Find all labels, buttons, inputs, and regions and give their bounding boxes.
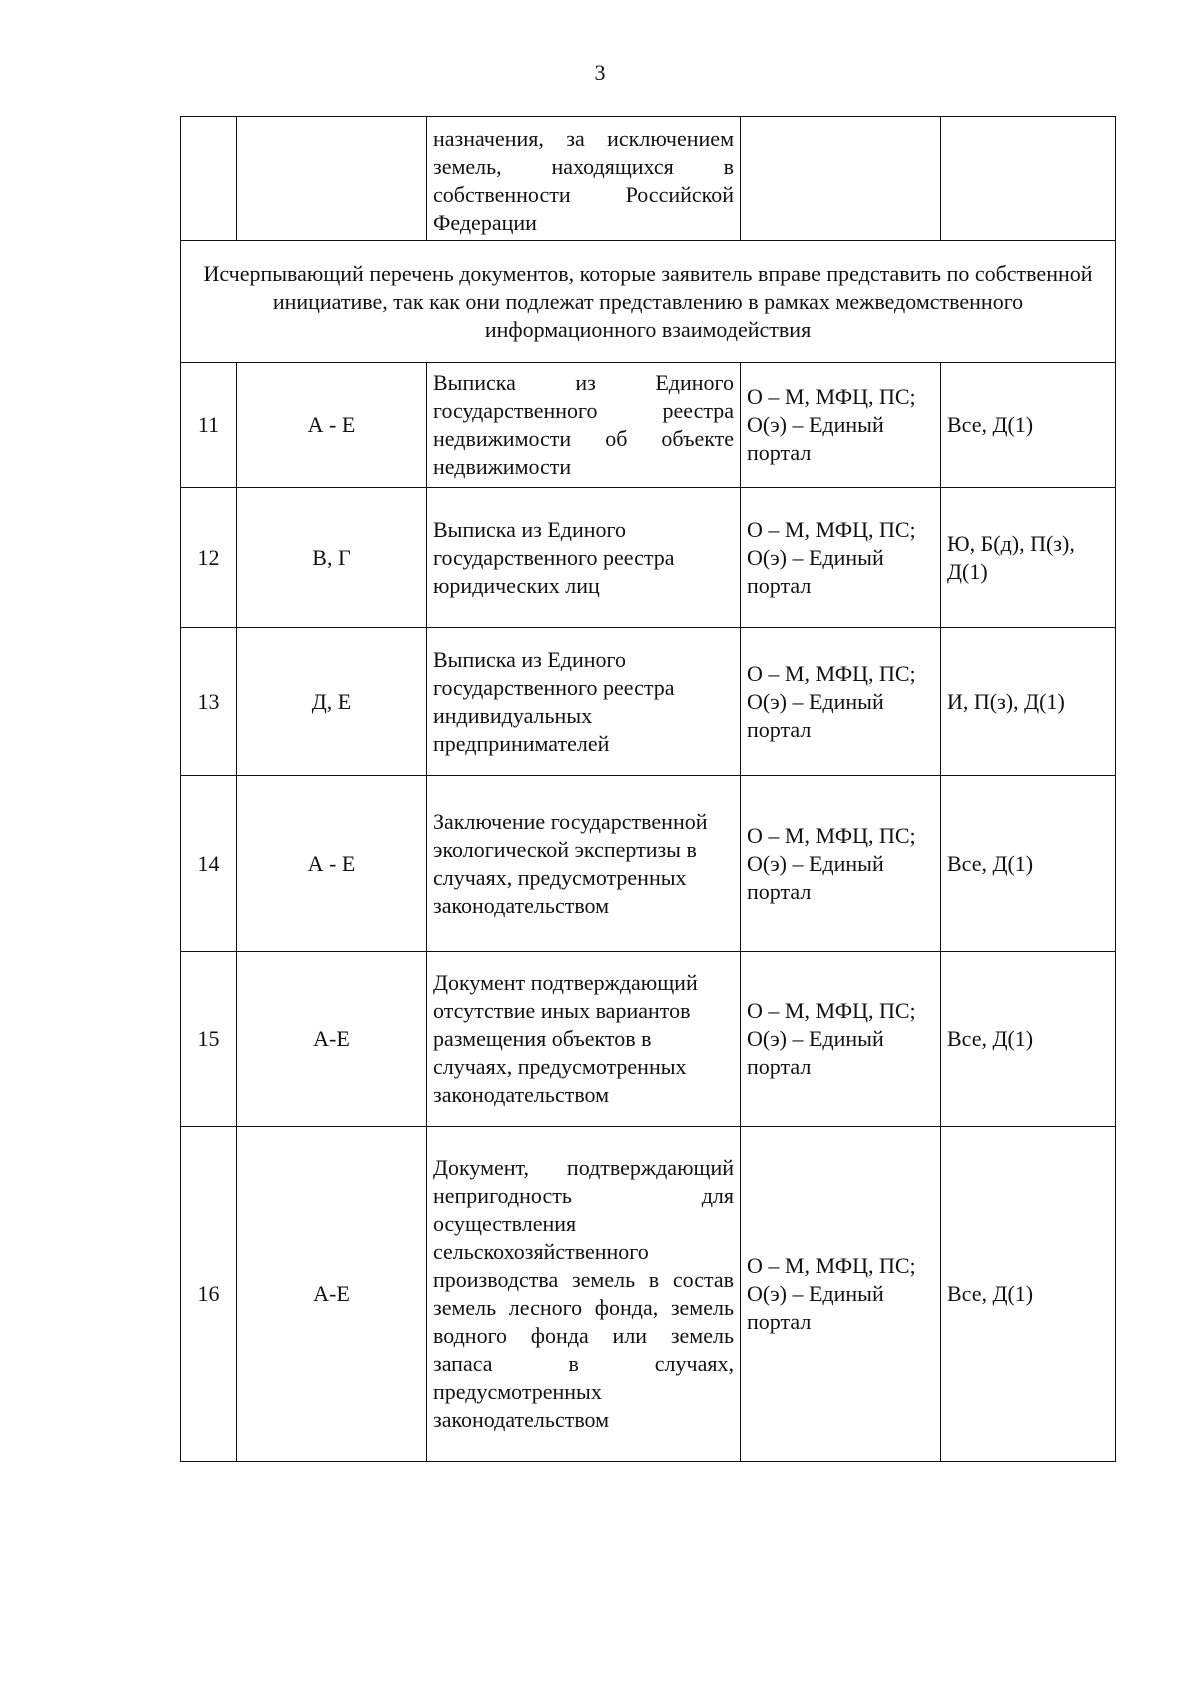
page-number: 3: [594, 60, 606, 85]
applicant-categories: Все, Д(1): [941, 776, 1116, 952]
row-number: 12: [181, 488, 237, 628]
applicant-categories: И, П(з), Д(1): [941, 628, 1116, 776]
name-line: собственности Российской: [433, 181, 734, 207]
table-row-continuation: [181, 117, 1116, 241]
submission-method: О – М, МФЦ, ПС; О(э) – Единый портал: [741, 776, 941, 952]
submission-method: О – М, МФЦ, ПС; О(э) – Единый портал: [741, 952, 941, 1127]
table-row: [181, 952, 1116, 1127]
cell-submission-method: [741, 117, 941, 241]
row-number: 16: [181, 1127, 237, 1462]
table-row: [181, 628, 1116, 776]
table-row: [181, 363, 1116, 488]
documents-table: [180, 116, 1116, 1462]
document-name: Документ, подтверждающий непригодность для осуществления сельскохозяйственного производства земель в состав земель лесного фонда, земель водного фонда или земель запаса в случаях, предусмотренных законодательством: [427, 1127, 741, 1462]
table-row: [181, 1127, 1116, 1462]
row-number: 14: [181, 776, 237, 952]
name-line: земель, находящихся в: [433, 153, 734, 179]
row-number: 15: [181, 952, 237, 1127]
applicant-categories: Все, Д(1): [941, 952, 1116, 1127]
name-line: Федерации: [433, 209, 537, 235]
cell-document-name: [427, 117, 741, 241]
applicant-groups: А-Е: [237, 952, 427, 1127]
applicant-groups: В, Г: [237, 488, 427, 628]
applicant-categories: Все, Д(1): [941, 363, 1116, 488]
cell-applicants: [941, 117, 1116, 241]
section-heading-row: [181, 241, 1116, 363]
document-name: Документ подтверждающий отсутствие иных вариантов размещения объектов в случаях, предусмотренных законодательством: [427, 952, 741, 1127]
document-name: Заключение государственной экологической экспертизы в случаях, предусмотренных законодательством: [427, 776, 741, 952]
applicant-groups: Д, Е: [237, 628, 427, 776]
row-number: 11: [181, 363, 237, 488]
name-line: назначения, за исключением: [433, 125, 734, 151]
submission-method: О – М, МФЦ, ПС; О(э) – Единый портал: [741, 628, 941, 776]
section-heading: Исчерпывающий перечень документов, которые заявитель вправе представить по собственной инициативе, так как они подлежат представлению в рамках межведомственного информационного взаимодействия: [181, 241, 1116, 363]
applicant-categories: Ю, Б(д), П(з), Д(1): [941, 488, 1116, 628]
document-name: Выписка из Единого государственного реестра недвижимости об объекте недвижимости: [427, 363, 741, 488]
document-name: Выписка из Единого государственного реестра юридических лиц: [427, 488, 741, 628]
applicant-groups: А - Е: [237, 776, 427, 952]
table-row: [181, 776, 1116, 952]
cell-groups: [237, 117, 427, 241]
submission-method: О – М, МФЦ, ПС; О(э) – Единый портал: [741, 1127, 941, 1462]
document-name: Выписка из Единого государственного реестра индивидуальных предпринимателей: [427, 628, 741, 776]
table-row: [181, 488, 1116, 628]
row-number: 13: [181, 628, 237, 776]
cell-num: [181, 117, 237, 241]
submission-method: О – М, МФЦ, ПС; О(э) – Единый портал: [741, 488, 941, 628]
submission-method: О – М, МФЦ, ПС; О(э) – Единый портал: [741, 363, 941, 488]
applicant-categories: Все, Д(1): [941, 1127, 1116, 1462]
applicant-groups: А-Е: [237, 1127, 427, 1462]
applicant-groups: А - Е: [237, 363, 427, 488]
